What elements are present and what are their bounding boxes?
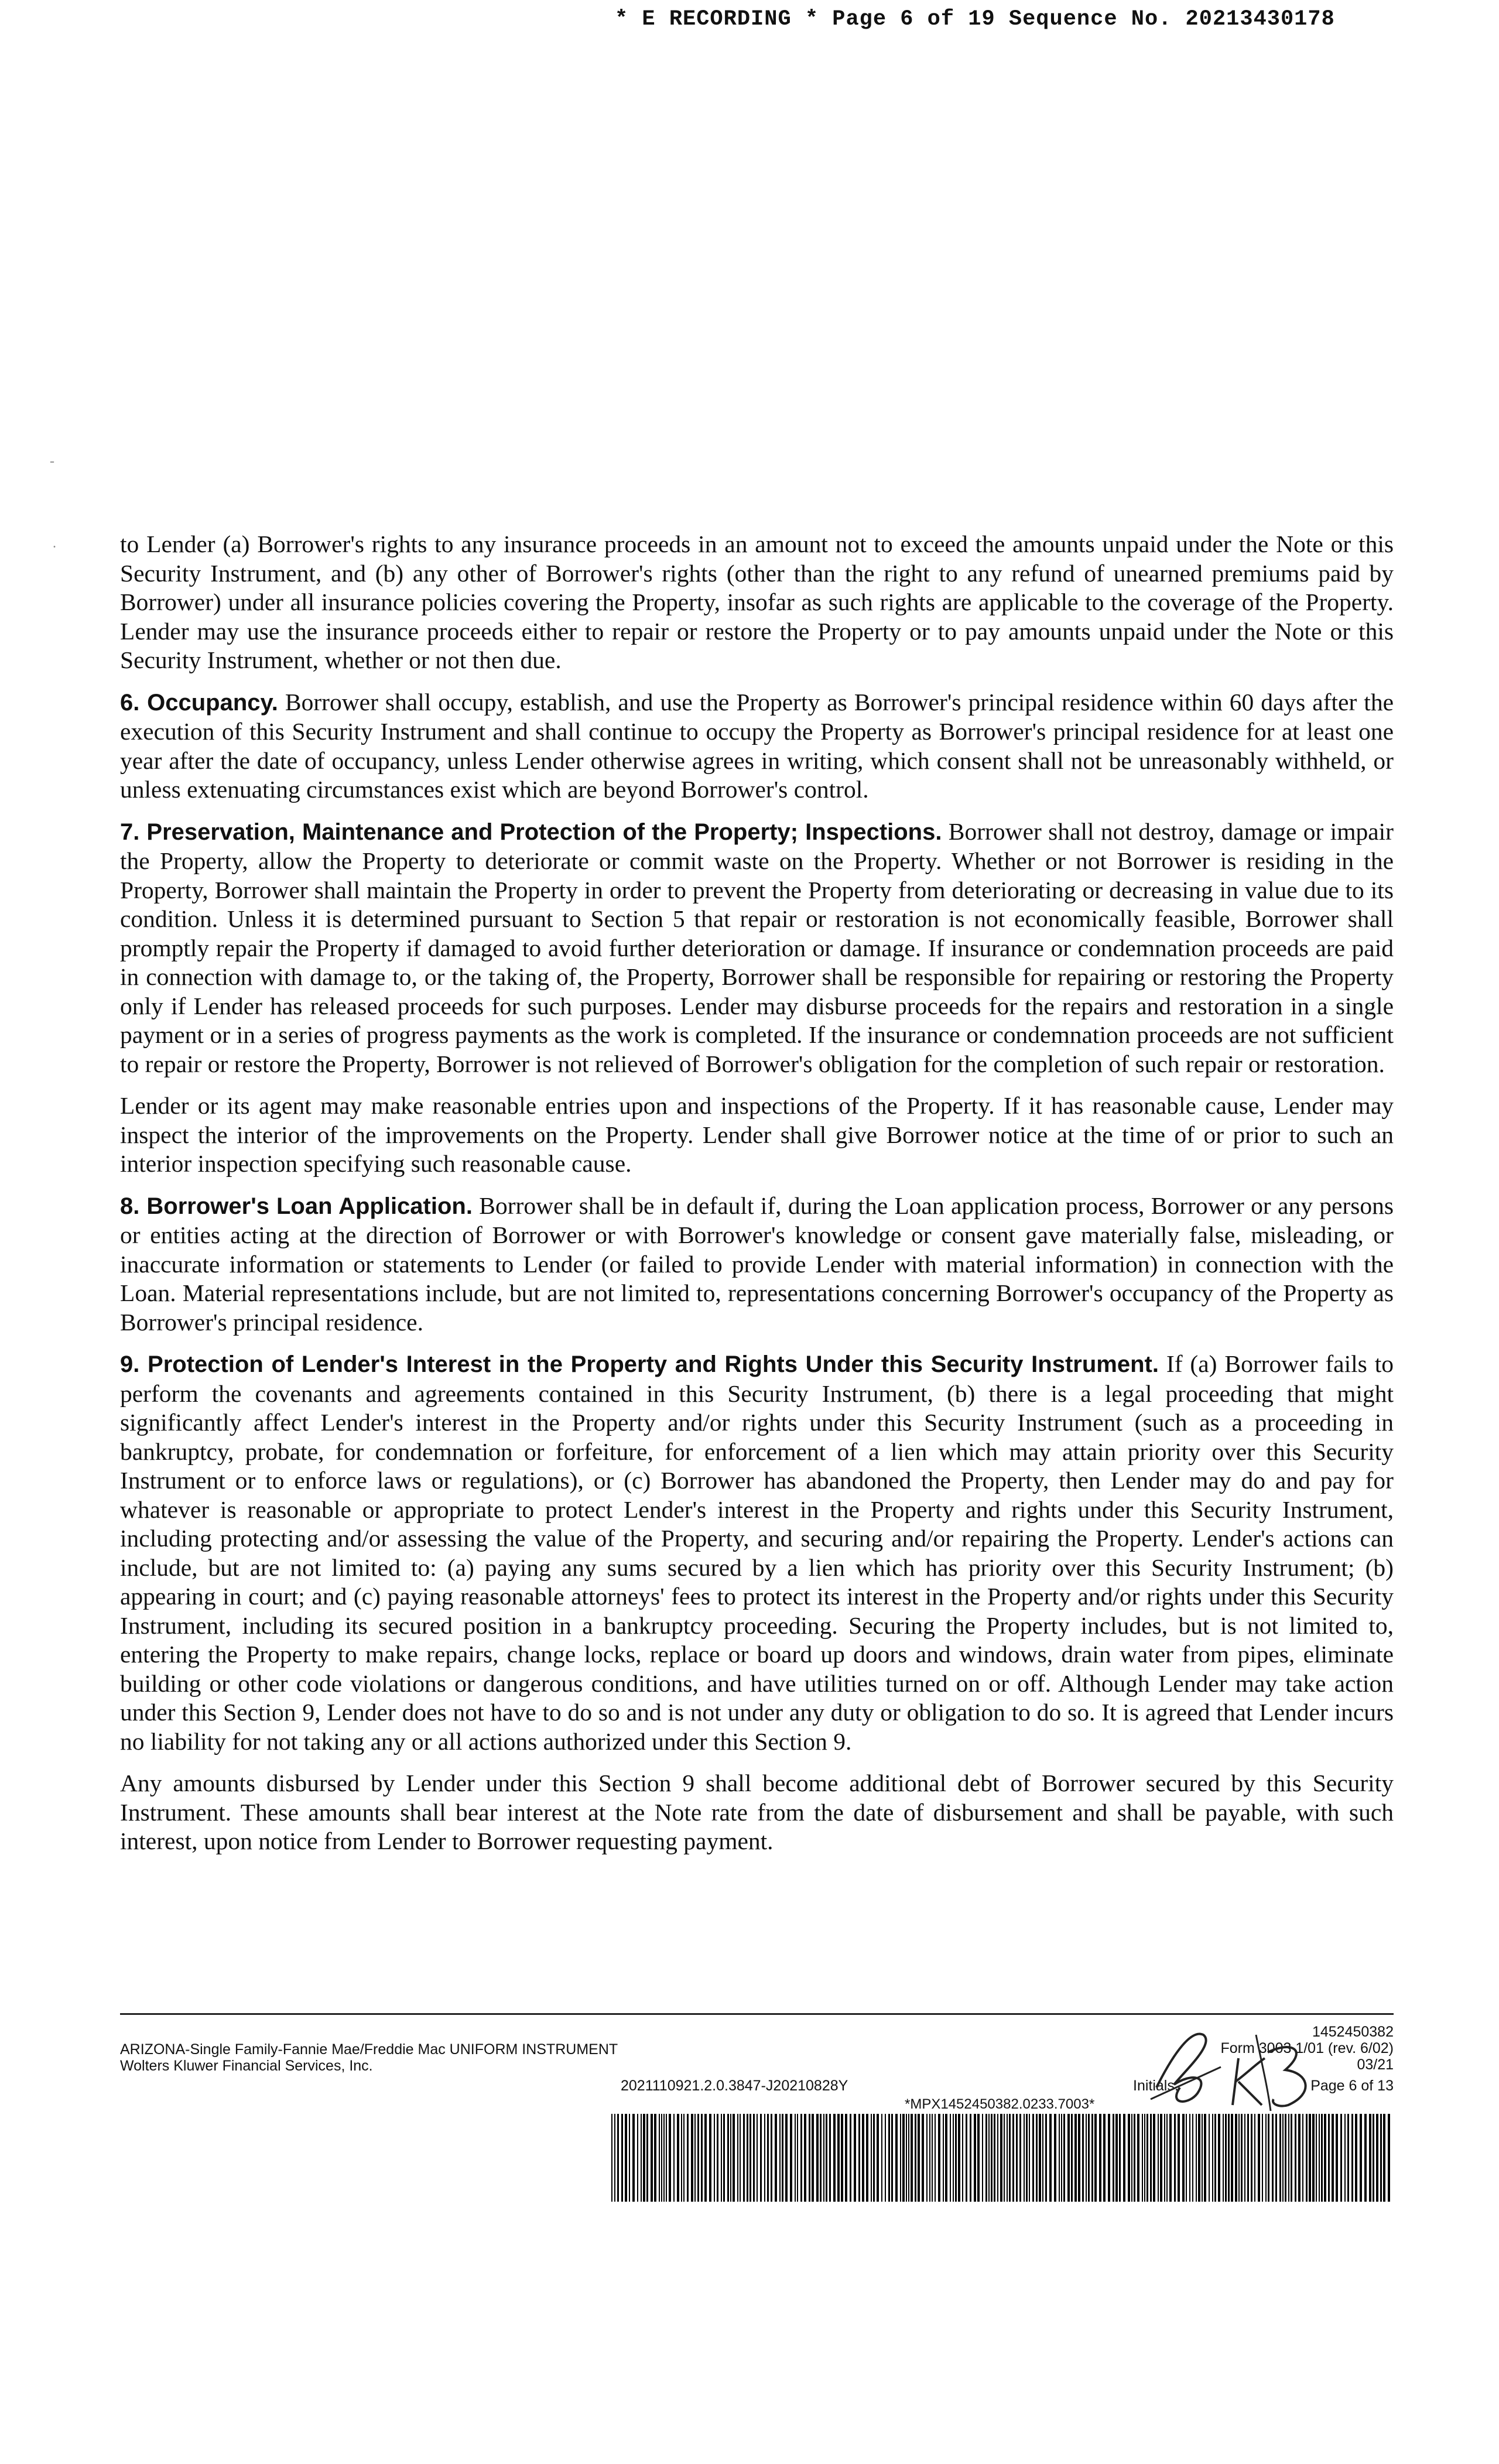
barcode-bar xyxy=(673,2114,675,2202)
barcode-bar xyxy=(1388,2114,1390,2202)
barcode-bar xyxy=(1091,2114,1093,2202)
barcode-bar xyxy=(977,2114,980,2202)
barcode-bar xyxy=(1336,2114,1338,2202)
barcode-bar xyxy=(666,2114,667,2202)
section-9-paragraph-2: Any amounts disbursed by Lender under this Section 9 shall become additional debt of Borrower secured by this Security Instrument. These amounts shall bear interest at the Note rate from the date of disbursement and shall be payable, with such interest, upon notice from Lender to Borrower requesting payment. xyxy=(120,1770,1394,1854)
barcode-bar xyxy=(845,2114,847,2202)
barcode-bar xyxy=(733,2114,735,2202)
barcode-bar xyxy=(1265,2114,1267,2202)
barcode-bar xyxy=(1166,2114,1168,2202)
barcode-bar xyxy=(945,2114,947,2202)
barcode-bar xyxy=(646,2114,648,2202)
barcode-bar xyxy=(982,2114,983,2202)
section-9 xyxy=(120,1350,1394,1756)
section-7-heading: 7. Preservation, Maintenance and Protection of the Property; Inspections. xyxy=(120,819,942,845)
barcode-bar xyxy=(994,2114,995,2202)
barcode-bar xyxy=(1150,2114,1152,2202)
barcode-bar xyxy=(1160,2114,1162,2202)
barcode-bar xyxy=(1039,2114,1041,2202)
barcode-bar xyxy=(1071,2114,1073,2202)
barcode-bar xyxy=(918,2114,920,2202)
barcode-bar xyxy=(1228,2114,1230,2202)
barcode-bar xyxy=(611,2114,612,2202)
barcode-bar xyxy=(743,2114,745,2202)
barcode-bar xyxy=(641,2114,642,2202)
page-of: Page 6 of 13 xyxy=(1310,2078,1394,2094)
barcode-bar xyxy=(1202,2114,1203,2202)
barcode-bar xyxy=(737,2114,738,2202)
barcode-bar xyxy=(1153,2114,1155,2202)
barcode-bar xyxy=(1004,2114,1005,2202)
barcode-bar xyxy=(1214,2114,1216,2202)
barcode-bar xyxy=(1251,2114,1252,2202)
barcode-bar xyxy=(1049,2114,1052,2202)
barcode-bar xyxy=(709,2114,711,2202)
barcode-bar xyxy=(1103,2114,1106,2202)
barcode-bar xyxy=(1282,2114,1284,2202)
barcode-bar xyxy=(823,2114,824,2202)
barcode-bar xyxy=(833,2114,836,2202)
barcode-bar xyxy=(753,2114,755,2202)
barcode-bar xyxy=(866,2114,868,2202)
barcode-bar xyxy=(704,2114,707,2202)
barcode-bar xyxy=(953,2114,954,2202)
barcode-bar xyxy=(1364,2114,1367,2202)
section-6-body: Borrower shall occupy, establish, and use the Property as Borrower's principal residence within 60 days after the execution of this Security Instrument and shall continue to occupy the Property as Borrower's principal residence for at least one year after the date of occupancy, unless Lender otherwise agrees in writing, which consent shall not be unreasonably withheld, or unless extenuating circumstances exist which are beyond Borrower's control. xyxy=(120,688,1394,803)
barcode-bar xyxy=(764,2114,765,2202)
barcode-bar xyxy=(902,2114,905,2202)
barcode-bar xyxy=(1198,2114,1200,2202)
barcode-bar xyxy=(1272,2114,1274,2202)
document-code: 2021110921.2.0.3847-J20210828Y xyxy=(621,2078,848,2094)
barcode-bar xyxy=(790,2114,792,2202)
barcode-bar xyxy=(888,2114,890,2202)
barcode-bar xyxy=(1169,2114,1172,2202)
barcode-bar xyxy=(1347,2114,1349,2202)
barcode-bar xyxy=(1340,2114,1342,2202)
barcode-bar xyxy=(782,2114,783,2202)
barcode-bar xyxy=(1225,2114,1227,2202)
barcode-bar xyxy=(1268,2114,1269,2202)
barcode-bar xyxy=(991,2114,993,2202)
recording-header: * E RECORDING * Page 6 of 19 Sequence No. 20213430178 xyxy=(615,7,1335,32)
barcode-bar xyxy=(1344,2114,1346,2202)
barcode-bar xyxy=(858,2114,860,2202)
barcode-bar xyxy=(1258,2114,1260,2202)
barcode-bar xyxy=(694,2114,696,2202)
barcode-bar xyxy=(1351,2114,1353,2202)
barcode-bar xyxy=(1241,2114,1243,2202)
barcode-bar xyxy=(922,2114,924,2202)
barcode-bar xyxy=(727,2114,729,2202)
barcode-bar xyxy=(1244,2114,1245,2202)
barcode-bar xyxy=(881,2114,882,2202)
barcode-bar xyxy=(1178,2114,1180,2202)
barcode-bar xyxy=(1088,2114,1090,2202)
section-9-body: If (a) Borrower fails to perform the covenants and agreements contained in this Security Instrument, (b) there is a legal proceeding that might significantly affect Lender's interest in the Property and/or rights under this Security Instrument (such as a proceeding in bankruptcy, probate, for condemnation or forfeiture, for enforcement of a lien which may attain priority over this Security Instrument or to enforce laws or regulations), or (c) Borrower has abandoned the Property, then Lender may do and pay for whatever is reasonable or appropriate to protect Lender's interest in the Property and rights under this Security Instrument, including protecting and/or assessing the value of the Property, and securing and/or repairing the Property. Lender's actions can include, but are not limited to: (a) paying any sums secured by a lien which has priority over this Security Instrument; (b) appearing in court; and (c) paying reasonable attorneys' fees to protect its interest in the Property and/or rights under this Security Instrument, including its secured position in a bankruptcy proceeding. Securing the Property includes, but is not limited to, entering the Property to make repairs, change locks, replace or board up doors and windows, drain water from pipes, eliminate building or other code violations or dangerous conditions, and have utilities turned on or off. Although Lender may take action under this Section 9, Lender does not have to do so and is not under any duty or obligation to do so. It is agreed that Lender incurs no liability for not taking any or all actions authorized under this Section 9. xyxy=(120,1350,1394,1755)
barcode-bar xyxy=(1312,2114,1315,2202)
barcode-bar xyxy=(669,2114,671,2202)
barcode-bar xyxy=(929,2114,930,2202)
barcode-bar xyxy=(1074,2114,1077,2202)
section-6 xyxy=(120,688,1394,805)
barcode-bar xyxy=(962,2114,963,2202)
barcode-bar xyxy=(1128,2114,1130,2202)
barcode-bar xyxy=(908,2114,909,2202)
barcode-bar xyxy=(1295,2114,1296,2202)
barcode-bar xyxy=(767,2114,769,2202)
barcode-bar xyxy=(900,2114,901,2202)
barcode-bar xyxy=(1144,2114,1145,2202)
barcode-bar xyxy=(1059,2114,1060,2202)
barcode-bar xyxy=(1045,2114,1047,2202)
barcode-bar xyxy=(750,2114,751,2202)
barcode-bar xyxy=(1209,2114,1210,2202)
publisher: Wolters Kluwer Financial Services, Inc. xyxy=(120,2058,373,2074)
barcode-bar xyxy=(632,2114,635,2202)
section-7-paragraph-2: Lender or its agent may make reasonable entries upon and inspections of the Property. If it has reasonable cause, Lender may inspect the interior of the improvements on the Property. Lender shall give Borrower notice at the time of or prior to such an interior inspection specifying such reasonable cause. xyxy=(120,1092,1394,1177)
barcode-bar xyxy=(681,2114,682,2202)
barcode-bar xyxy=(659,2114,660,2202)
barcode-bar xyxy=(1026,2114,1028,2202)
barcode-bar xyxy=(816,2114,819,2202)
barcode-bar xyxy=(1262,2114,1263,2202)
barcode-bar xyxy=(877,2114,879,2202)
barcode-bar xyxy=(906,2114,907,2202)
barcode-bar xyxy=(1328,2114,1330,2202)
barcode-bar xyxy=(1306,2114,1308,2202)
barcode-bar xyxy=(677,2114,679,2202)
barcode-bar xyxy=(1321,2114,1323,2202)
barcode-bar xyxy=(1007,2114,1008,2202)
barcode-bar xyxy=(740,2114,741,2202)
barcode-bar xyxy=(970,2114,971,2202)
barcode-bar xyxy=(985,2114,987,2202)
barcode-bar xyxy=(988,2114,990,2202)
barcode-bar xyxy=(854,2114,856,2202)
barcode-bar xyxy=(804,2114,806,2202)
barcode-bar xyxy=(850,2114,851,2202)
barcode-bar xyxy=(697,2114,699,2202)
barcode-bar xyxy=(1108,2114,1110,2202)
barcode-bar xyxy=(1131,2114,1132,2202)
barcode-bar xyxy=(617,2114,619,2202)
barcode-bar xyxy=(809,2114,810,2202)
barcode-bar xyxy=(966,2114,967,2202)
barcode-bar xyxy=(837,2114,840,2202)
barcode-bar xyxy=(721,2114,722,2202)
barcode-bar xyxy=(723,2114,725,2202)
scan-mark: . xyxy=(53,536,56,551)
barcode-bar xyxy=(621,2114,623,2202)
barcode-bar xyxy=(1012,2114,1014,2202)
barcode-bar xyxy=(955,2114,957,2202)
barcode-bar xyxy=(1024,2114,1025,2202)
barcode-bar xyxy=(797,2114,798,2202)
barcode-bar xyxy=(841,2114,843,2202)
barcode-bar xyxy=(1355,2114,1357,2202)
barcode-bar xyxy=(785,2114,788,2202)
barcode-bar xyxy=(651,2114,653,2202)
barcode-bar xyxy=(812,2114,814,2202)
barcode-bar xyxy=(1360,2114,1362,2202)
barcode-bar xyxy=(730,2114,731,2202)
barcode-bar xyxy=(779,2114,781,2202)
barcode-bar xyxy=(643,2114,645,2202)
barcode-bar xyxy=(795,2114,796,2202)
barcode-bar xyxy=(1061,2114,1062,2202)
barcode-bar xyxy=(629,2114,630,2202)
barcode-bar xyxy=(717,2114,718,2202)
barcode-bar xyxy=(1380,2114,1382,2202)
section-8-heading: 8. Borrower's Loan Application. xyxy=(120,1193,473,1219)
barcode-bar xyxy=(1285,2114,1286,2202)
barcode-bar xyxy=(771,2114,772,2202)
form-number: Form 3003 1/01 (rev. 6/02) xyxy=(1220,2040,1394,2056)
barcode-bar xyxy=(1238,2114,1240,2202)
barcode-bar xyxy=(1235,2114,1237,2202)
barcode-bar xyxy=(1324,2114,1326,2202)
barcode-bar xyxy=(826,2114,827,2202)
barcode-bar xyxy=(1302,2114,1303,2202)
barcode-bar xyxy=(1123,2114,1125,2202)
document-body xyxy=(120,530,1394,1869)
barcode-bar xyxy=(760,2114,762,2202)
barcode-bar xyxy=(637,2114,638,2202)
barcode-bar xyxy=(1158,2114,1159,2202)
barcode-bar xyxy=(1134,2114,1135,2202)
barcode-bar xyxy=(1099,2114,1101,2202)
barcode-bar xyxy=(871,2114,872,2202)
barcode-bar xyxy=(1332,2114,1334,2202)
barcode-bar xyxy=(1115,2114,1118,2202)
barcode-bar xyxy=(747,2114,748,2202)
barcode-bar xyxy=(938,2114,940,2202)
barcode-text: *MPX1452450382.0233.7003* xyxy=(905,2096,1095,2112)
barcode xyxy=(609,2114,1394,2202)
initials-label: Initials: xyxy=(1133,2078,1179,2094)
barcode-bar xyxy=(1196,2114,1197,2202)
barcode-bar xyxy=(1067,2114,1070,2202)
barcode-bar xyxy=(1164,2114,1165,2202)
barcode-bar xyxy=(714,2114,715,2202)
barcode-bar xyxy=(997,2114,998,2202)
barcode-bar xyxy=(1063,2114,1065,2202)
barcode-bar xyxy=(1204,2114,1206,2202)
barcode-bar xyxy=(862,2114,864,2202)
barcode-bar xyxy=(1212,2114,1213,2202)
barcode-bar xyxy=(1032,2114,1034,2202)
section-7-body: Borrower shall not destroy, damage or impair the Property, allow the Property to deteriorate or commit waste on the Property. Whether or not Borrower is residing in the Property, Borrower shall maintain the Property in order to prevent the Property from deteriorating or decreasing in value due to its condition. Unless it is determined pursuant to Section 5 that repair or restoration is not economically feasible, Borrower shall promptly repair the Property if damaged to avoid further deterioration or damage. If insurance or condemnation proceeds are paid in connection with damage to, or the taking of, the Property, Borrower shall be responsible for repairing or restoring the Property only if Lender has released proceeds for such purposes. Lender may disburse proceeds for the repairs and restoration in a single payment or in a series of progress payments as the work is completed. If the insurance or condemnation proceeds are not sufficient to repair or restore the Property, Borrower is not relieved of Borrower's obligation for the completion of such repair or restoration. xyxy=(120,817,1394,1077)
initials-signature xyxy=(1139,2017,1350,2117)
barcode-bar xyxy=(1383,2114,1385,2202)
barcode-bar xyxy=(1316,2114,1317,2202)
section-8-body: Borrower shall be in default if, during the Loan application process, Borrower or any persons or entities acting at the direction of Borrower or with Borrower's knowledge or consent gave materially false, misleading, or inaccurate information or statements to Lender (or failed to provide Lender with material information) in connection with the Loan. Material representations include, but are not limited to, representations concerning Borrower's occupancy of the Property as Borrower's principal residence. xyxy=(120,1192,1394,1336)
footer-divider xyxy=(120,2013,1394,2015)
barcode-bar xyxy=(1288,2114,1289,2202)
barcode-bar xyxy=(800,2114,802,2202)
barcode-bar xyxy=(625,2114,627,2202)
barcode-bar xyxy=(1119,2114,1121,2202)
barcode-bar xyxy=(661,2114,662,2202)
barcode-bar xyxy=(687,2114,689,2202)
barcode-bar xyxy=(935,2114,936,2202)
barcode-bar xyxy=(943,2114,944,2202)
barcode-bar xyxy=(1016,2114,1018,2202)
barcode-bar xyxy=(775,2114,777,2202)
barcode-bar xyxy=(1137,2114,1139,2202)
section-9-heading: 9. Protection of Lender's Interest in the Property and Rights Under this Security Instrument. xyxy=(120,1351,1159,1377)
barcode-bar xyxy=(1094,2114,1097,2202)
barcode-bar xyxy=(1142,2114,1143,2202)
barcode-bar xyxy=(820,2114,822,2202)
barcode-bar xyxy=(1042,2114,1043,2202)
barcode-bar xyxy=(1029,2114,1030,2202)
barcode-bar xyxy=(757,2114,758,2202)
barcode-bar xyxy=(1189,2114,1190,2202)
barcode-bar xyxy=(1275,2114,1277,2202)
loan-number: 1452450382 xyxy=(1312,2024,1394,2040)
barcode-bar xyxy=(974,2114,976,2202)
barcode-bar xyxy=(932,2114,933,2202)
barcode-bar xyxy=(654,2114,656,2202)
barcode-bar xyxy=(1247,2114,1249,2202)
barcode-bar xyxy=(1291,2114,1292,2202)
barcode-bar xyxy=(691,2114,693,2202)
form-title: ARIZONA-Single Family-Fannie Mae/Freddie Mac UNIFORM INSTRUMENT xyxy=(120,2041,618,2058)
barcode-bar xyxy=(885,2114,886,2202)
barcode-bar xyxy=(1000,2114,1002,2202)
barcode-bar xyxy=(1078,2114,1080,2202)
barcode-bar xyxy=(1369,2114,1371,2202)
barcode-bar xyxy=(829,2114,831,2202)
barcode-bar xyxy=(663,2114,665,2202)
barcode-bar xyxy=(614,2114,615,2202)
barcode-bar xyxy=(915,2114,916,2202)
paragraph-continued: to Lender (a) Borrower's rights to any insurance proceeds in an amount not to exceed the amounts unpaid under the Note or this Security Instrument, and (b) any other of Borrower's rights (other than the right to any refund of unearned premiums paid by Borrower) under all insurance policies covering the Property, insofar as such rights are applicable to the coverage of the Property. Lender may use the insurance proceeds either to repair or restore the Property or to pay amounts unpaid under the Note or this Security Instrument, whether or not then due. xyxy=(120,531,1394,673)
form-date: 03/21 xyxy=(1357,2056,1394,2073)
barcode-bar xyxy=(1174,2114,1176,2202)
barcode-bar xyxy=(683,2114,685,2202)
barcode-bar xyxy=(950,2114,951,2202)
barcode-bar xyxy=(1231,2114,1233,2202)
barcode-bar xyxy=(895,2114,898,2202)
barcode-bar xyxy=(891,2114,893,2202)
barcode-bar xyxy=(1309,2114,1311,2202)
barcode-bar xyxy=(1223,2114,1224,2202)
barcode-bar xyxy=(1182,2114,1185,2202)
barcode-bar xyxy=(1113,2114,1114,2202)
section-8 xyxy=(120,1192,1394,1337)
barcode-bar xyxy=(1254,2114,1255,2202)
barcode-bar xyxy=(926,2114,928,2202)
barcode-bar xyxy=(1218,2114,1220,2202)
barcode-bar xyxy=(1019,2114,1021,2202)
barcode-bar xyxy=(1054,2114,1056,2202)
barcode-bar xyxy=(1298,2114,1300,2202)
barcode-bar xyxy=(1147,2114,1148,2202)
section-7 xyxy=(120,817,1394,1079)
barcode-bar xyxy=(1009,2114,1011,2202)
barcode-bar xyxy=(1086,2114,1087,2202)
barcode-bar xyxy=(1279,2114,1281,2202)
section-6-heading: 6. Occupancy. xyxy=(120,689,278,716)
barcode-bar xyxy=(1186,2114,1187,2202)
barcode-bar xyxy=(1192,2114,1193,2202)
barcode-bar xyxy=(1373,2114,1374,2202)
barcode-bar xyxy=(1036,2114,1038,2202)
barcode-bar xyxy=(958,2114,960,2202)
barcode-bar xyxy=(873,2114,875,2202)
barcode-bar xyxy=(1082,2114,1084,2202)
barcode-bar xyxy=(701,2114,703,2202)
barcode-bar xyxy=(1376,2114,1378,2202)
scan-mark: - xyxy=(50,454,54,469)
barcode-bar xyxy=(911,2114,913,2202)
barcode-bar xyxy=(1319,2114,1320,2202)
